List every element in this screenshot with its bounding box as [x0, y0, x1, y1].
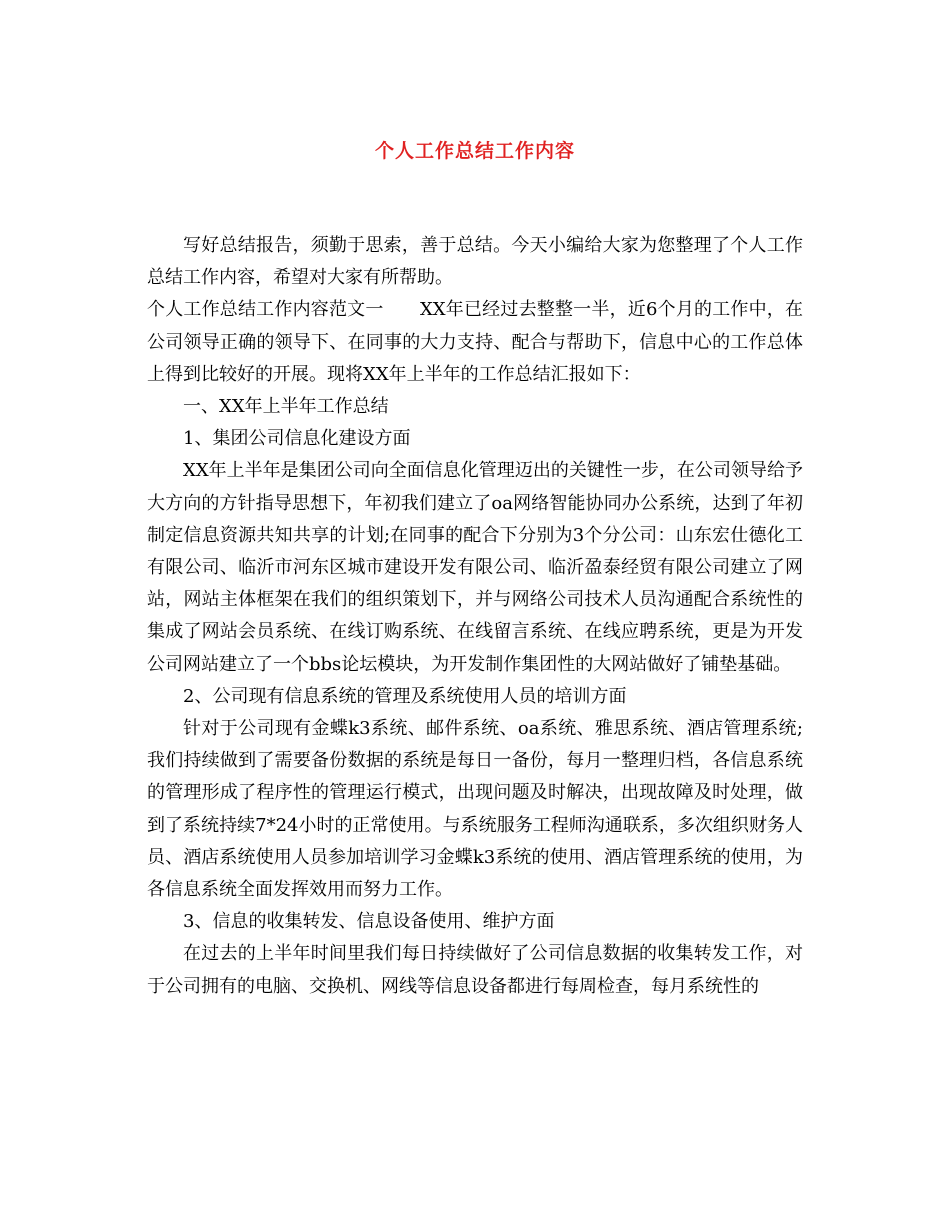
- paragraph-intro: 写好总结报告，须勤于思索，善于总结。今天小编给大家为您整理了个人工作总结工作内容，希望对大家有所帮助。: [147, 235, 803, 289]
- subsection-heading-1: 1、集团公司信息化建设方面: [183, 428, 411, 450]
- subsection-heading-3: 3、信息的收集转发、信息设备使用、维护方面: [183, 911, 555, 933]
- paragraph-informatization: XX年上半年是集团公司向全面信息化管理迈出的关键性一步，在公司领导给予大方向的方针指导思想下，年初我们建立了oa网络智能协同办公系统，达到了年初制定信息资源共知共享的计划;在同事的配合下分别为3个分公司：山东宏仕德化工有限公司、临沂市河东区城市建设开发有限公司、临沂盈泰经贸有限公司建立了网站，网站主体框架在我们的组织策划下，并与网络公司技术人员沟通配合系统性的集成了网站会员系统、在线订购系统、在线留言系统、在线应聘系统，更是为开发公司网站建立了一个bbs论坛模块，为开发制作集团性的大网站做好了铺垫基础。: [147, 460, 803, 675]
- document-body: [147, 230, 803, 1003]
- document-title: 个人工作总结工作内容: [374, 140, 575, 162]
- paragraph-information-collection: 在过去的上半年时间里我们每日持续做好了公司信息数据的收集转发工作，对于公司拥有的电脑、交换机、网线等信息设备都进行每周检查，每月系统性的: [147, 943, 803, 997]
- paragraph-sample-one: 个人工作总结工作内容范文一 XX年已经过去整整一半，近6个月的工作中，在公司领导正确的领导下、在同事的大力支持、配合与帮助下，信息中心的工作总体上得到比较好的开展。现将XX年上半年的工作总结汇报如下：: [147, 299, 803, 385]
- section-heading-1: 一、XX年上半年工作总结: [183, 396, 389, 418]
- paragraph-system-management: 针对于公司现有金蝶k3系统、邮件系统、oa系统、雅思系统、酒店管理系统;我们持续做到了需要备份数据的系统是每日一备份，每月一整理归档，各信息系统的管理形成了程序性的管理运行模式，出现问题及时解决，出现故障及时处理，做到了系统持续7*24小时的正常使用。与系统服务工程师沟通联系，多次组织财务人员、酒店系统使用人员参加培训学习金蝶k3系统的使用、酒店管理系统的使用，为各信息系统全面发挥效用而努力工作。: [147, 718, 803, 901]
- subsection-heading-2: 2、公司现有信息系统的管理及系统使用人员的培训方面: [183, 685, 627, 707]
